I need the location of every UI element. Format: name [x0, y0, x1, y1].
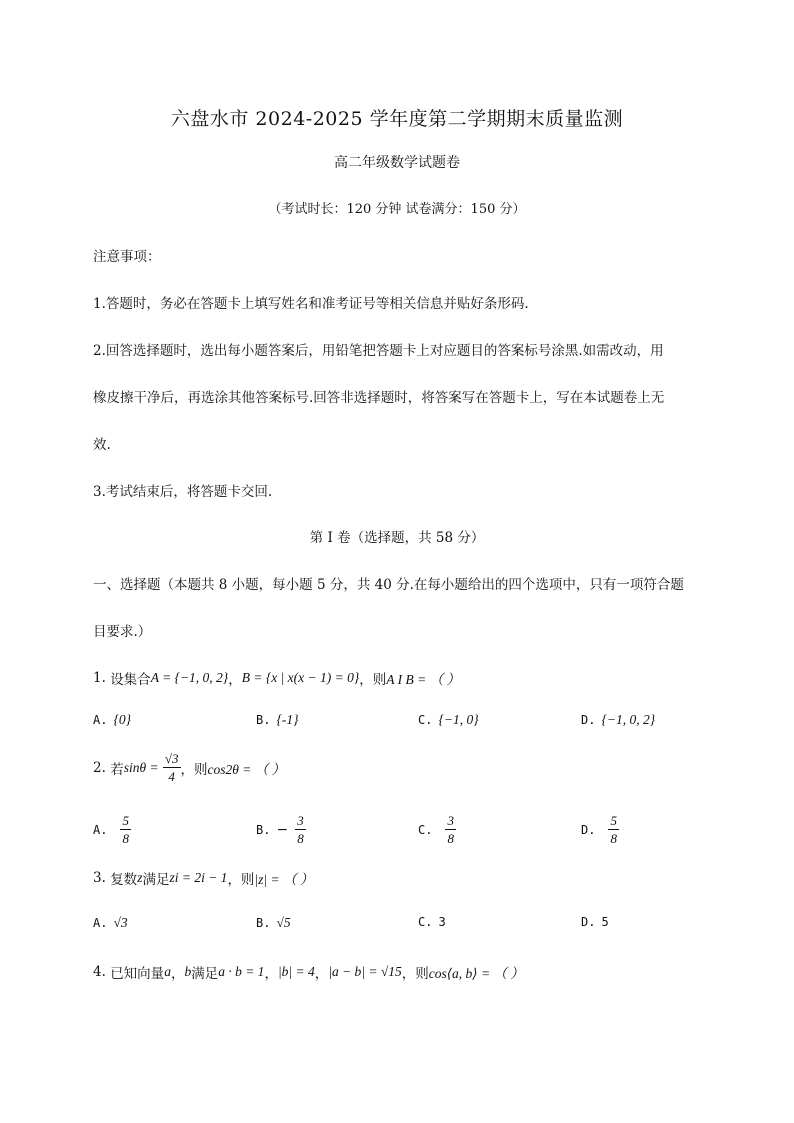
- question-3: [93, 868, 313, 888]
- question-1: [93, 668, 460, 688]
- question-text: 已知向量: [110, 966, 165, 982]
- separator: ，: [228, 672, 242, 688]
- option-value: {−1, 0}: [438, 712, 479, 727]
- option-label: C.: [418, 915, 433, 929]
- q1-option-c: [418, 712, 479, 728]
- question-text: ，则: [180, 761, 208, 778]
- fraction-numerator: 5: [122, 813, 129, 828]
- option-label: D.: [581, 713, 596, 727]
- question-4: [93, 962, 524, 982]
- option-label: B.: [256, 822, 271, 837]
- fraction: [163, 752, 181, 783]
- question-number: 1.: [93, 670, 106, 686]
- equation: zi = 2i − 1: [169, 870, 228, 885]
- option-value: 3: [438, 915, 446, 929]
- option-label: C.: [418, 822, 433, 837]
- question-text: 设集合: [110, 672, 151, 688]
- separator: ，: [170, 966, 185, 982]
- separator: ，: [314, 966, 329, 982]
- option-value: {0}: [113, 712, 132, 727]
- notes-heading: 注意事项：: [93, 249, 161, 265]
- question-number: 2.: [93, 759, 106, 776]
- question-2: [93, 752, 285, 783]
- fraction-denominator: 8: [122, 831, 129, 846]
- q1-option-b: [256, 712, 299, 728]
- dot-product-expression: a · b = 1: [218, 964, 265, 979]
- q3-option-b: [256, 915, 291, 931]
- question-expression: |z| = （ ）: [254, 872, 314, 887]
- option-label: C.: [418, 713, 433, 727]
- fraction: [120, 814, 131, 845]
- separator: ，: [264, 966, 278, 982]
- set-b-expression: B = {x | x(x − 1) = 0}: [241, 670, 360, 685]
- q1-option-d: [581, 712, 655, 728]
- fraction: [295, 814, 306, 845]
- fraction-denominator: 8: [610, 831, 617, 846]
- q2-option-a: [93, 814, 131, 845]
- question-text: ，则: [359, 672, 387, 688]
- part1-instructions-line-1: 一、选择题（本题共 8 小题，每小题 5 分，共 40 分.在每小题给出的四个选项中，只有一项符合题: [93, 577, 684, 593]
- fraction-numerator: √3: [164, 751, 179, 766]
- option-label: D.: [581, 915, 596, 929]
- section-title: 第 I 卷（选择题，共 58 分）: [309, 530, 485, 546]
- q2-option-c: [418, 814, 456, 845]
- notes-item-2-line-1: 2.回答选择题时，选出每小题答案后，用铅笔把答题卡上对应题目的答案标号涂黑.如需改动，用: [93, 343, 664, 359]
- norm-b-expression: |b| = 4: [277, 964, 315, 979]
- q2-option-b: [256, 814, 306, 845]
- notes-item-3: 3.考试结束后，将答题卡交回.: [93, 484, 273, 500]
- option-value: √5: [276, 915, 291, 930]
- fraction-numerator: 3: [297, 813, 304, 828]
- fraction: [608, 814, 619, 845]
- option-value: {−1, 0, 2}: [601, 712, 656, 727]
- q1-option-a: [93, 712, 131, 728]
- question-text: 满足: [142, 872, 170, 888]
- question-text: 复数: [110, 872, 138, 888]
- question-text: 若: [110, 761, 124, 778]
- norm-difference-expression: |a − b| = √15: [328, 964, 402, 979]
- exam-subtitle: 高二年级数学试题卷: [334, 155, 460, 171]
- q2-option-d: [581, 814, 619, 845]
- option-sign: −: [276, 821, 289, 838]
- option-value: 5: [601, 915, 609, 929]
- q3-option-c: [418, 915, 446, 929]
- fraction-denominator: 8: [297, 831, 304, 846]
- question-number: 3.: [93, 870, 106, 886]
- part1-instructions-line-2: 目要求.）: [93, 624, 152, 640]
- fraction: [445, 814, 456, 845]
- option-label: A.: [93, 713, 108, 727]
- question-expression: cos2θ = （ ）: [207, 761, 286, 777]
- question-text: 满足: [191, 966, 219, 982]
- fraction-numerator: 5: [610, 813, 617, 828]
- notes-item-1: 1.答题时，务必在答题卡上填写姓名和准考证号等相关信息并贴好条形码.: [93, 296, 529, 312]
- option-label: B.: [256, 713, 271, 727]
- question-expression: A I B = （ ）: [386, 672, 461, 687]
- option-label: A.: [93, 822, 108, 837]
- fraction-numerator: 3: [447, 813, 454, 828]
- q3-option-a: [93, 915, 128, 931]
- notes-item-2-line-3: 效.: [93, 437, 111, 453]
- variable: z: [137, 870, 143, 885]
- question-expression: cos⟨a, b⟩ = （ ）: [428, 966, 524, 981]
- question-text: ，则: [227, 872, 255, 888]
- option-label: B.: [256, 916, 271, 930]
- vector-a: a: [164, 964, 171, 979]
- fraction-denominator: 4: [168, 769, 175, 784]
- option-value: √3: [113, 915, 128, 930]
- lhs-expression: sinθ =: [123, 759, 159, 775]
- q3-option-d: [581, 915, 609, 929]
- option-value: {-1}: [276, 712, 299, 727]
- exam-info: （考试时长：120 分钟 试卷满分：150 分）: [268, 202, 526, 217]
- question-text: ，则: [401, 966, 429, 982]
- set-a-expression: A = {−1, 0, 2}: [150, 670, 229, 685]
- question-number: 4.: [93, 964, 106, 980]
- option-label: A.: [93, 916, 108, 930]
- notes-item-2-line-2: 橡皮擦干净后，再选涂其他答案标号.回答非选择题时，将答案写在答题卡上，写在本试题卷上无: [93, 390, 665, 406]
- option-label: D.: [581, 822, 596, 837]
- fraction-denominator: 8: [447, 831, 454, 846]
- vector-b: b: [184, 964, 192, 979]
- exam-title: 六盘水市 2024-2025 学年度第二学期期末质量监测: [170, 108, 624, 130]
